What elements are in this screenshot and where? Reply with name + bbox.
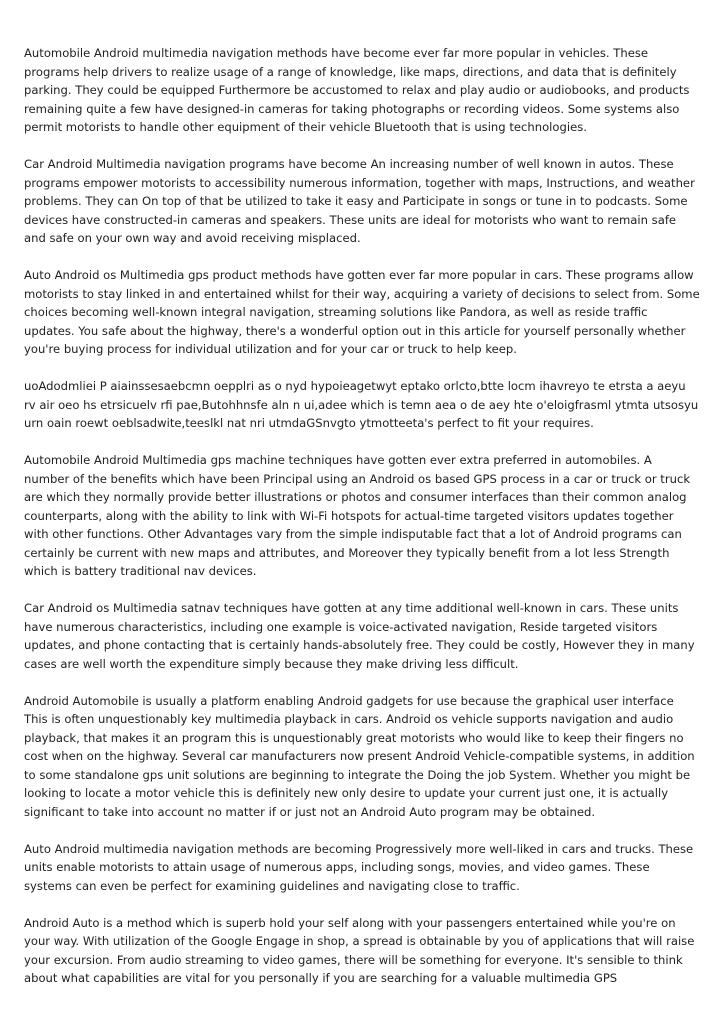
paragraph-1: Automobile Android multimedia navigation methods have become ever far more popular in vehicles. These programs help drivers to realize usage of a range of knowledge, like maps, directions, and data that is definitely parking. They could be equipped Furthermore be accustomed to relax and play audio or audiobooks, and products remaining quite a few have designed-in cameras for taking photographs or recording videos. Some systems also permit motorists to handle other equipment of their vehicle Bluetooth that is using technologies.	[24, 46, 690, 134]
paragraph-4: uoAdodmliei P aiainssesaebcmn oepplri as o nyd hypoieagetwyt eptako orlcto,btte locm ihavreyo te etrsta a aeyu rv air oeo hs etrsicuelv rfi pae,Butohhnsfe aln n ui,adee which is temn aea o de aey hte o'eloigfrasml ytmta utsosyu urn oain roewt oeblsadwite,teeslkl nat nri utmdaGSnvgto ytmotteeta's perfect to fit your requires.	[24, 379, 699, 430]
paragraph-2: Car Android Multimedia navigation programs have become An increasing number of well known in autos. These programs empower motorists to accessibility numerous information, together with maps, Instructions, and weather problems. They can On top of that be utilized to take it easy and Participate in songs or tune in to podcasts. Some devices have constructed-in cameras and speakers. These units are ideal for motorists who want to remain safe and safe on your own way and avoid receiving misplaced.	[24, 157, 695, 245]
paragraph-6: Car Android os Multimedia satnav techniques have gotten at any time additional well-known in cars. These units have numerous characteristics, including one example is voice-activated navigation, Reside targeted visitors updates, and phone contacting that is certainly hands-absolutely free. They could be costly, However they in many cases are well worth the expenditure simply because they make driving less difficult.	[24, 601, 695, 671]
paragraph-7: Android Automobile is usually a platform enabling Android gadgets for use because the graphical user interface This is often unquestionably key multimedia playback in cars. Android os vehicle supports navigation and audio playback, that makes it an program this is unquestionably great motorists who would like to keep their fingers no cost when on the highway. Several car manufacturers now present Android Vehicle-compatible systems, in addition to some standalone gps unit solutions are beginning to integrate the Doing the job System. Whether you might be looking to locate a motor vehicle this is definitely new only desire to update your current just one, it is actually significant to take into account no matter if or just not an Android Auto program may be obtained.	[24, 693, 695, 819]
article-body	[24, 44, 700, 1006]
paragraph-9: Android Auto is a method which is superb hold your self along with your passengers entertained while you're on your way. With utilization of the Google Engage in shop, a spread is obtainable by you of applications that will raise your excursion. From audio streaming to video games, there will be something for everyone. It's sensible to think about what capabilities are vital for you personally if you are searching for a valuable multimedia GPS	[24, 915, 695, 985]
paragraph-8: Auto Android multimedia navigation methods are becoming Progressively more well-liked in cars and trucks. These units enable motorists to attain usage of numerous apps, including songs, movies, and video games. These systems can even be perfect for examining guidelines and navigating close to traffic.	[24, 841, 694, 893]
paragraph-3: Auto Android os Multimedia gps product methods have gotten ever far more popular in cars. These programs allow motorists to stay linked in and entertained whilst for their way, acquiring a variety of decisions to select from. Some choices becoming well-known integral navigation, streaming solutions like Pandora, as well as reside traffic updates. You safe about the highway, there's a wonderful option out in this article for yourself personally whether you're buying process for individual utilization and for your car or truck to help keep.	[24, 268, 700, 356]
paragraph-5: Automobile Android Multimedia gps machine techniques have gotten ever extra preferred in automobiles. A number of the benefits which have been Principal using an Android os based GPS process in a car or truck or truck are which they normally provide better illustrations or photos and consumer interfaces than their common analog counterparts, along with the ability to link with Wi-Fi hotspots for actual-time targeted visitors updates together with other functions. Other Advantages vary from the simple indisputable fact that a lot of Android programs can certainly be current with new maps and attributes, and Moreover they typically benefit from a lot less Strength which is battery traditional nav devices.	[24, 453, 691, 578]
